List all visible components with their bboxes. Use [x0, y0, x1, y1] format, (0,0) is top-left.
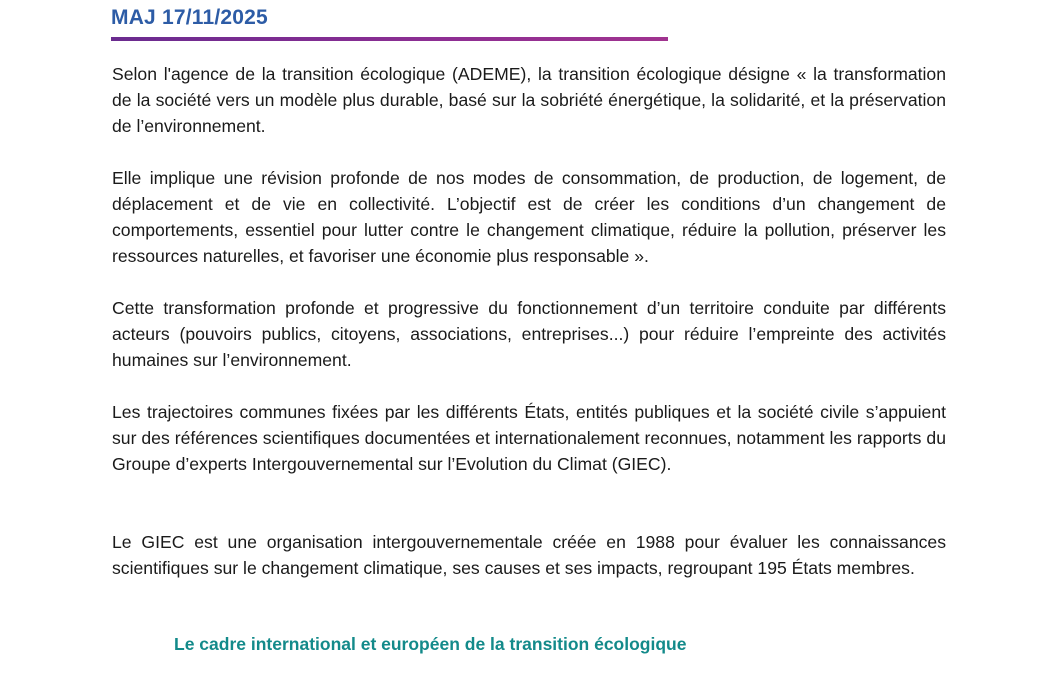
paragraph-implications: Elle implique une révision profonde de nos modes de consommation, de production, de logement, de déplacement et de vie en collectivité. L’objectif est de créer les conditions d’un changement de comportements, essentiel pour lutter contre le changement climatique, réduire la pollution, préserver les ressources naturelles, et favoriser une économie plus responsable ».	[112, 168, 946, 266]
header-divider	[111, 37, 668, 41]
paragraph-transformation: Cette transformation profonde et progressive du fonctionnement d’un territoire conduite par différents acteurs (pouvoirs publics, citoyens, associations, entreprises...) pour réduire l’empreinte des activités humaines sur l’environnement.	[112, 298, 946, 370]
paragraph-trajectories: Les trajectoires communes fixées par les différents États, entités publiques et la société civile s’appuient sur des références scientifiques documentées et internationalement reconnues, notamment les rapports du Groupe d’experts Intergouvernemental sur l’Evolution du Climat (GIEC).	[112, 402, 946, 474]
section-subtitle: Le cadre international et européen de la transition écologique	[174, 634, 687, 654]
paragraph-giec: Le GIEC est une organisation intergouvernementale créée en 1988 pour évaluer les connaissances scientifiques sur le changement climatique, ses causes et ses impacts, regroupant 195 États membres.	[112, 532, 946, 578]
paragraph-ademe-definition: Selon l'agence de la transition écologique (ADEME), la transition écologique désigne « la transformation de la société vers un modèle plus durable, basé sur la sobriété énergétique, la solidarité, et la préservation de l’environnement.	[112, 64, 946, 136]
update-date: MAJ 17/11/2025	[111, 6, 268, 29]
